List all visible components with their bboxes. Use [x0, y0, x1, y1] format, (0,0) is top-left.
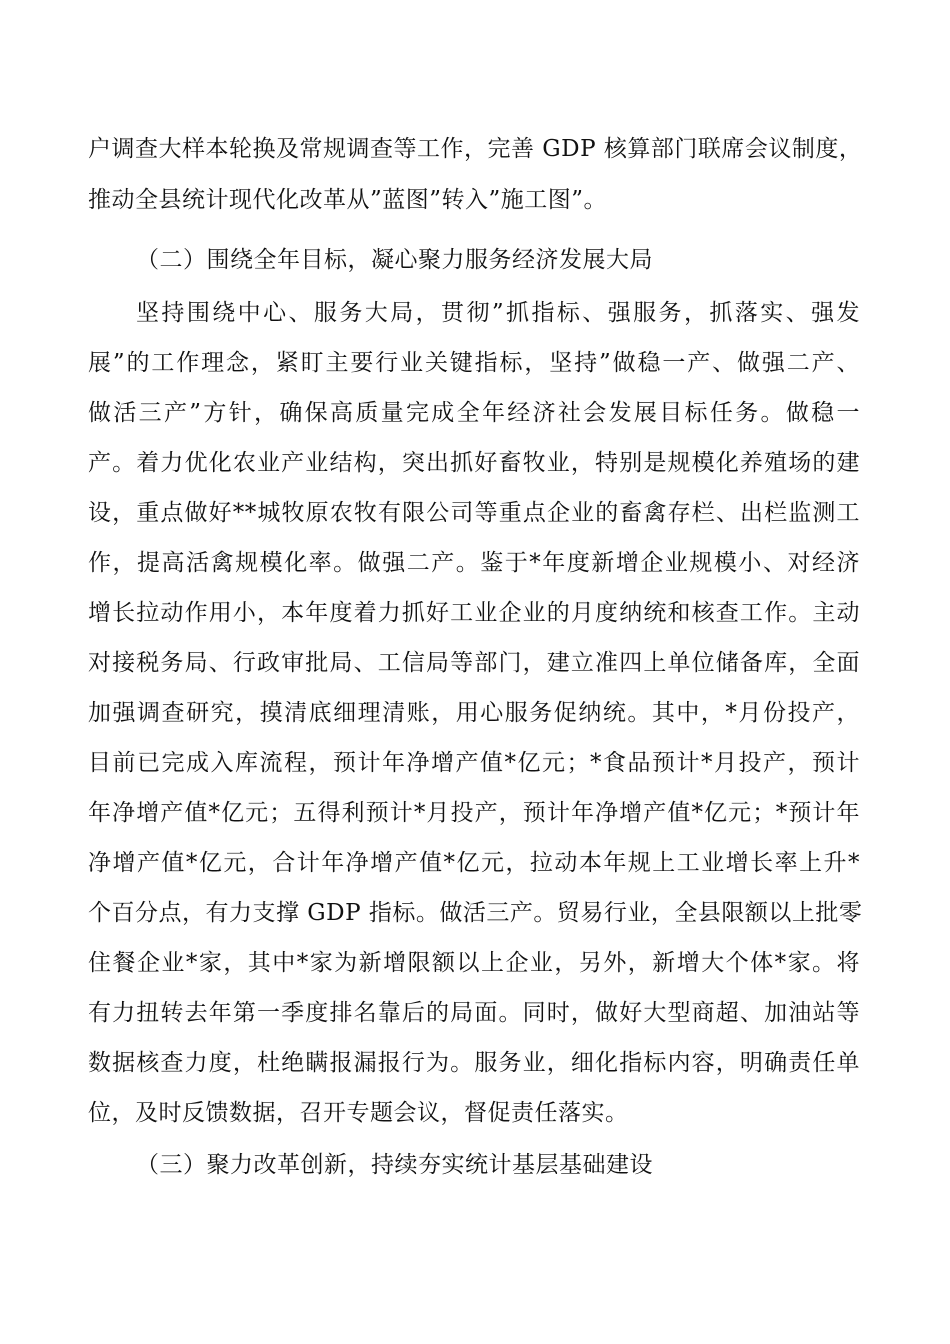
- section-heading: （二）围绕全年目标，凝心聚力服务经济发展大局: [136, 247, 653, 273]
- body-text-line: 有力扭转去年第一季度排名靠后的局面。同时，做好大型商超、加油站等: [88, 1000, 860, 1026]
- section-heading: （三）聚力改革创新，持续夯实统计基层基础建设: [136, 1152, 653, 1178]
- body-text-line: 户调查大样本轮换及常规调查等工作，完善 GDP 核算部门联席会议制度，: [88, 136, 863, 162]
- body-text-line: 住餐企业*家，其中*家为新增限额以上企业，另外，新增大个体*家。将: [88, 950, 860, 976]
- body-text-line: 坚持围绕中心、服务大局，贯彻”抓指标、强服务，抓落实、强发: [136, 300, 860, 326]
- body-text-line: 推动全县统计现代化改革从”蓝图”转入”施工图”。: [88, 187, 608, 213]
- body-text-line: 设，重点做好**城牧原农牧有限公司等重点企业的畜禽存栏、出栏监测工: [88, 500, 860, 526]
- body-text-line: 数据核查力度，杜绝瞒报漏报行为。服务业，细化指标内容，明确责任单: [88, 1050, 860, 1076]
- body-text-line: 加强调查研究，摸清底细理清账，用心服务促纳统。其中，*月份投产，: [88, 700, 860, 726]
- body-text-line: 个百分点，有力支撑 GDP 指标。做活三产。贸易行业，全县限额以上批零: [88, 900, 863, 926]
- body-text-line: 对接税务局、行政审批局、工信局等部门，建立准四上单位储备库，全面: [88, 650, 860, 676]
- body-text-line: 展”的工作理念，紧盯主要行业关键指标，坚持”做稳一产、做强二产、: [88, 350, 860, 376]
- body-text-line: 年净增产值*亿元；五得利预计*月投产，预计年净增产值*亿元；*预计年: [88, 800, 860, 826]
- body-text-line: 目前已完成入库流程，预计年净增产值*亿元；*食品预计*月投产，预计: [88, 750, 860, 776]
- body-text-line: 作，提高活禽规模化率。做强二产。鉴于*年度新增企业规模小、对经济: [88, 550, 860, 576]
- body-text-line: 增长拉动作用小，本年度着力抓好工业企业的月度纳统和核查工作。主动: [88, 600, 860, 626]
- body-text-line: 净增产值*亿元，合计年净增产值*亿元，拉动本年规上工业增长率上升*: [88, 850, 860, 876]
- body-text-line: 产。着力优化农业产业结构，突出抓好畜牧业，特别是规模化养殖场的建: [88, 450, 860, 476]
- body-text-line: 做活三产”方针，确保高质量完成全年经济社会发展目标任务。做稳一: [88, 400, 860, 426]
- body-text-line: 位，及时反馈数据，召开专题会议，督促责任落实。: [88, 1100, 629, 1126]
